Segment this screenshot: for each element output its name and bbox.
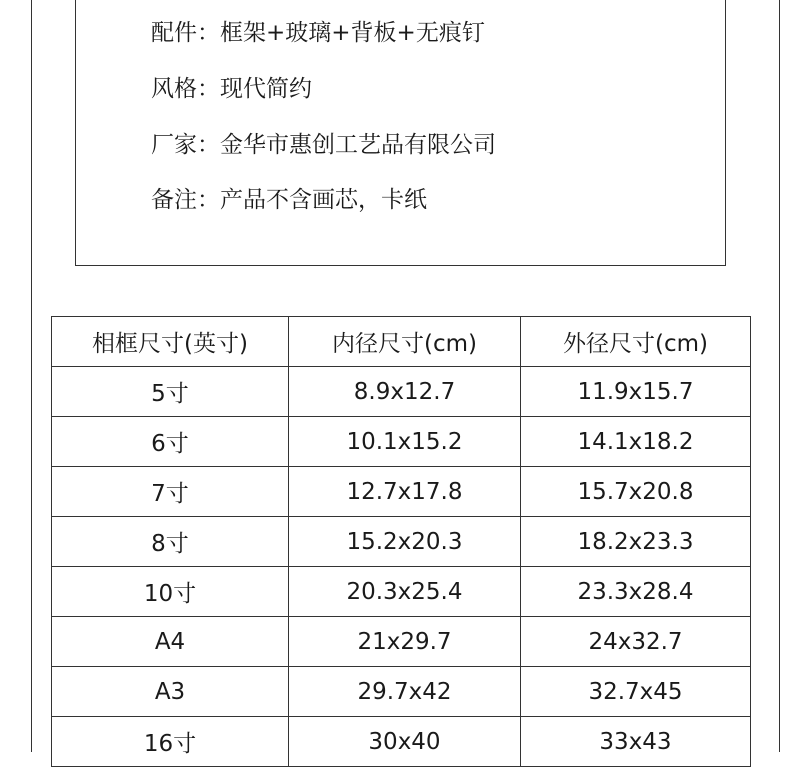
- table-row: [52, 467, 751, 517]
- cell-outer-size: 14.1x18.2: [521, 417, 751, 467]
- cell-inner-size: 8.9x12.7: [289, 367, 521, 417]
- spec-row-note: [151, 183, 427, 217]
- table-header-row: [52, 317, 751, 367]
- cell-inner-size: 10.1x15.2: [289, 417, 521, 467]
- spec-row-accessories: [151, 16, 485, 50]
- cell-outer-size: 23.3x28.4: [521, 567, 751, 617]
- cell-inner-size: 12.7x17.8: [289, 467, 521, 517]
- cell-outer-size: 32.7x45: [521, 667, 751, 717]
- spec-value: 现代简约: [220, 76, 312, 102]
- page-border-right: [779, 0, 780, 752]
- spec-row-manufacturer: [151, 128, 496, 162]
- cell-outer-size: 15.7x20.8: [521, 467, 751, 517]
- table-row: [52, 517, 751, 567]
- table-row: [52, 617, 751, 667]
- spec-label: 备注：: [151, 187, 220, 213]
- spec-label: 配件：: [151, 20, 220, 46]
- cell-frame-size: 16寸: [52, 717, 289, 767]
- table-row: [52, 717, 751, 767]
- cell-frame-size: A3: [52, 667, 289, 717]
- header-outer-size: 外径尺寸(cm): [521, 317, 751, 367]
- spec-value: 金华市惠创工艺品有限公司: [220, 132, 496, 158]
- spec-value: 产品不含画芯，卡纸: [220, 187, 427, 213]
- spec-row-style: [151, 72, 312, 106]
- header-frame-size: 相框尺寸(英寸): [52, 317, 289, 367]
- cell-outer-size: 11.9x15.7: [521, 367, 751, 417]
- cell-frame-size: 8寸: [52, 517, 289, 567]
- cell-frame-size: 7寸: [52, 467, 289, 517]
- table-row: [52, 667, 751, 717]
- header-inner-size: 内径尺寸(cm): [289, 317, 521, 367]
- cell-outer-size: 18.2x23.3: [521, 517, 751, 567]
- cell-inner-size: 29.7x42: [289, 667, 521, 717]
- spec-label: 厂家：: [151, 132, 220, 158]
- table-row: [52, 567, 751, 617]
- cell-frame-size: 6寸: [52, 417, 289, 467]
- spec-box: [75, 0, 726, 266]
- cell-frame-size: 5寸: [52, 367, 289, 417]
- table-row: [52, 417, 751, 467]
- size-table: [51, 316, 751, 767]
- cell-outer-size: 24x32.7: [521, 617, 751, 667]
- spec-label: 风格：: [151, 76, 220, 102]
- cell-frame-size: 10寸: [52, 567, 289, 617]
- cell-inner-size: 30x40: [289, 717, 521, 767]
- table-row: [52, 367, 751, 417]
- cell-inner-size: 21x29.7: [289, 617, 521, 667]
- cell-outer-size: 33x43: [521, 717, 751, 767]
- cell-inner-size: 15.2x20.3: [289, 517, 521, 567]
- cell-inner-size: 20.3x25.4: [289, 567, 521, 617]
- spec-value: 框架+玻璃+背板+无痕钉: [220, 20, 485, 46]
- cell-frame-size: A4: [52, 617, 289, 667]
- page-border-left: [31, 0, 32, 752]
